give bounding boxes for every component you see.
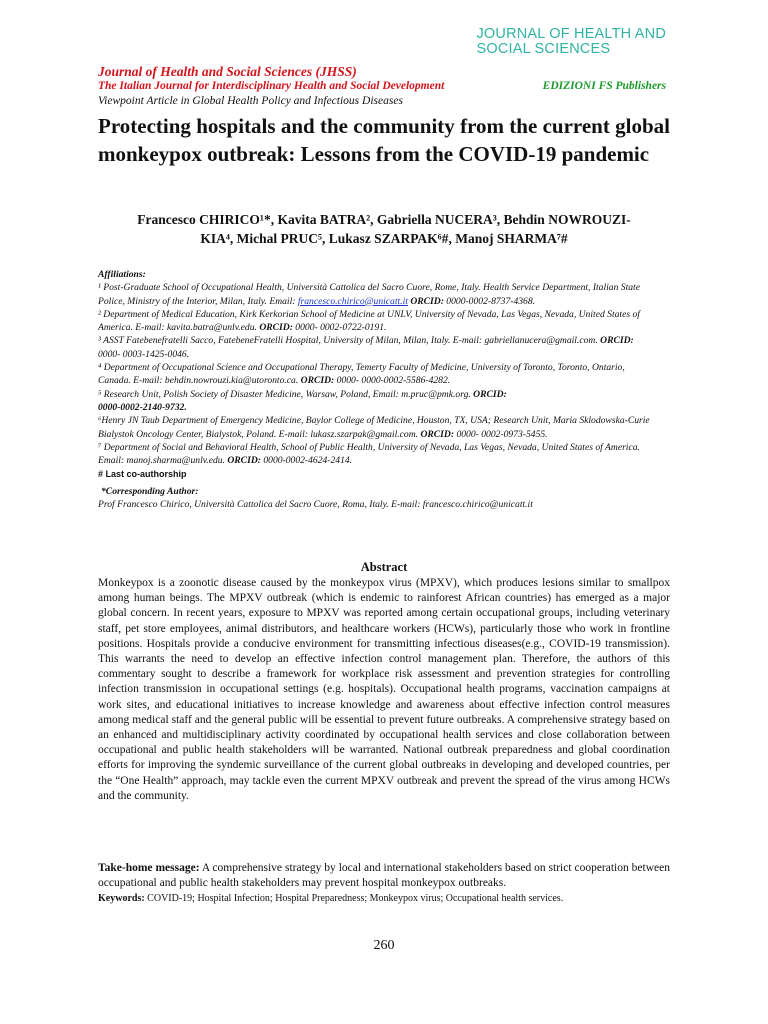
- affiliation-2-orcid: 0000- 0002-0722-0191.: [292, 322, 387, 334]
- affiliation-5-orcid: 0000-0002-2140-9732.: [98, 401, 187, 413]
- author-list: [98, 210, 670, 248]
- affiliation-3-orcid: 0000- 0003-1425-0046.: [98, 348, 190, 360]
- affiliation-1-text: ¹ Post-Graduate School of Occupational Health, Università Cattolica del Sacro Cuore, Rome, Italy. Health Service Department, Italian State Police, Ministry of the Interior, Milan, Italy. Email:: [98, 282, 640, 307]
- page-number: 260: [373, 938, 395, 953]
- affiliation-4-orcid-label: ORCID:: [300, 375, 335, 387]
- coauthorship-note: # Last co-authorship: [98, 469, 187, 480]
- affiliations: [98, 268, 658, 511]
- take-home-message: [98, 861, 670, 891]
- article-title: Protecting hospitals and the community from the current global monkeypox outbreak: Lessons from the COVID-19 pandemic: [98, 114, 670, 166]
- article-type: Viewpoint Article in Global Health Policy and Infectious Diseases: [98, 95, 403, 107]
- logo-line-2: SOCIAL SCIENCES: [476, 41, 611, 57]
- affiliation-4-text: ⁴ Department of Occupational Science and Occupational Therapy, Temerty Faculty of Medicine, University of Toronto, Toronto, Ontario, Canada. E-mail: behdin.nowrouzi.kia@utoronto.ca.: [98, 362, 625, 387]
- author-line-1: Francesco CHIRICO¹*, Kavita BATRA², Gabriella NUCERA³, Behdin NOWROUZI-: [137, 212, 631, 227]
- affiliation-5-orcid-label: ORCID:: [473, 388, 507, 400]
- affiliation-4: [98, 361, 658, 388]
- take-home-text: A comprehensive strategy by local and international stakeholders based on strict cooperation between occupational and public health stakeholders may prevent hospital monkeypox outbreaks.: [98, 862, 670, 890]
- publisher-name: EDIZIONI FS Publishers: [542, 80, 666, 92]
- author-line-2: KIA⁴, Michal PRUC⁵, Lukasz SZARPAK⁶#, Manoj SHARMA⁷#: [200, 231, 568, 246]
- keywords-label: Keywords:: [98, 893, 145, 904]
- journal-subtitle-row: [98, 80, 666, 94]
- affiliation-6-text: ⁶Henry JN Taub Department of Emergency Medicine, Baylor College of Medicine, Houston, TX, USA; Research Unit, Maria Sklodowska-Curie Bialystok Oncology Center, Bialystok, Poland. E-mail: lukasz.szarpak@gmail.com.: [98, 415, 650, 440]
- affiliation-1-email-link[interactable]: francesco.chirico@unicatt.it: [297, 295, 408, 307]
- keywords-text: COVID-19; Hospital Infection; Hospital Preparedness; Monkeypox virus; Occupational health services.: [144, 893, 564, 904]
- journal-name: Journal of Health and Social Sciences (JHSS): [98, 64, 357, 79]
- affiliation-6: [98, 414, 658, 441]
- abstract-heading: Abstract: [360, 560, 408, 574]
- keywords: [98, 892, 670, 905]
- journal-subtitle: The Italian Journal for Interdisciplinary Health and Social Development: [98, 80, 445, 92]
- affiliation-7-text: ⁷ Department of Social and Behavioral Health, School of Public Health, University of Nevada, Las Vegas, Nevada, United States of America. Email: manoj.sharma@unlv.edu.: [98, 441, 640, 467]
- affiliation-7-orcid-label: ORCID:: [227, 455, 261, 467]
- affiliation-2-text: ² Department of Medical Education, Kirk Kerkorian School of Medicine at UNLV, University of Nevada, Las Vegas, Nevada, United States of America. E-mail: kavita.batra@unlv.edu.: [98, 308, 640, 334]
- journal-logo: [476, 27, 666, 57]
- corresponding-author-label: *Corresponding Author:: [101, 485, 199, 497]
- affiliation-7-orcid: 0000-0002-4624-2414.: [260, 455, 353, 467]
- affiliation-3-text: ³ ASST Fatebenefratelli Sacco, FatebeneFratelli Hospital, University of Milan, Milan, Italy. E-mail: gabriellanucera@gmail.com.: [98, 335, 601, 347]
- affiliation-6-orcid-label: ORCID:: [420, 428, 455, 440]
- affiliation-5: [98, 388, 658, 415]
- affiliation-4-orcid: 0000- 0000-0002-5586-4282.: [334, 375, 451, 387]
- corresponding-author: Prof Francesco Chirico, Università Cattolica del Sacro Cuore, Roma, Italy. E-mail: francesco.chirico@unicatt.it: [98, 499, 533, 511]
- affiliation-3: [98, 334, 658, 361]
- logo-line-1: JOURNAL OF HEALTH AND: [476, 26, 666, 42]
- affiliation-2: [98, 308, 658, 335]
- affiliation-1: [98, 281, 658, 308]
- affiliation-6-orcid: 0000- 0002-0973-5455.: [454, 428, 548, 440]
- abstract-text: Monkeypox is a zoonotic disease caused by the monkeypox virus (MPXV), which produces lesions similar to smallpox among human beings. The MPXV outbreak (which is endemic to rainforest African countries) has emerged as a major global concern. In recent years, exposure to MPXV was reported among certain occupational groups, including veterinary staff, pet store employees, animal distributors, and healthcare workers (HCWs), particularly those who work in frontline positions. Hospitals provide a conducive environment for transmitting infectious diseases(e.g., COVID-19 transmission). This warrants the need to develop an effective infection control management plan. Therefore, the authors of this commentary sought to describe a framework for workplace risk assessment and prevention strategies for controlling infection transmission in occupational settings (e.g. hospitals). Occupational health programs, vaccination campaigns at work sites, and educational initiatives to increase knowledge and awareness about effective infection control measures among medical staff and the general public will be essential to prevent future outbreaks. A comprehensive strategy based on an enhanced and multidisciplinary activity coordinated by occupational health services and close collaboration between occupational and public health stakeholders will be warranted. National outbreak preparedness and global coordination efforts for improving the syndemic surveillance of the current global outbreaks in developing and developed countries, per the “One Health” approach, may tackle even the current MPXV outbreak and prevent the spread of the virus among HCWs and the community.: [98, 577, 670, 802]
- affiliation-2-orcid-label: ORCID:: [259, 322, 293, 334]
- affiliation-5-text: ⁵ Research Unit, Polish Society of Disaster Medicine, Warsaw, Poland, Email: m.pruc@pmk.org.: [98, 388, 474, 400]
- affiliation-1-orcid: 0000-0002-8737-4368.: [443, 295, 536, 307]
- take-home-label: Take-home message:: [98, 862, 200, 874]
- affiliation-7: [98, 441, 658, 468]
- affiliation-3-orcid-label: ORCID:: [600, 335, 634, 347]
- affiliation-1-orcid-label: ORCID:: [407, 295, 444, 307]
- affiliations-heading: Affiliations:: [98, 269, 146, 280]
